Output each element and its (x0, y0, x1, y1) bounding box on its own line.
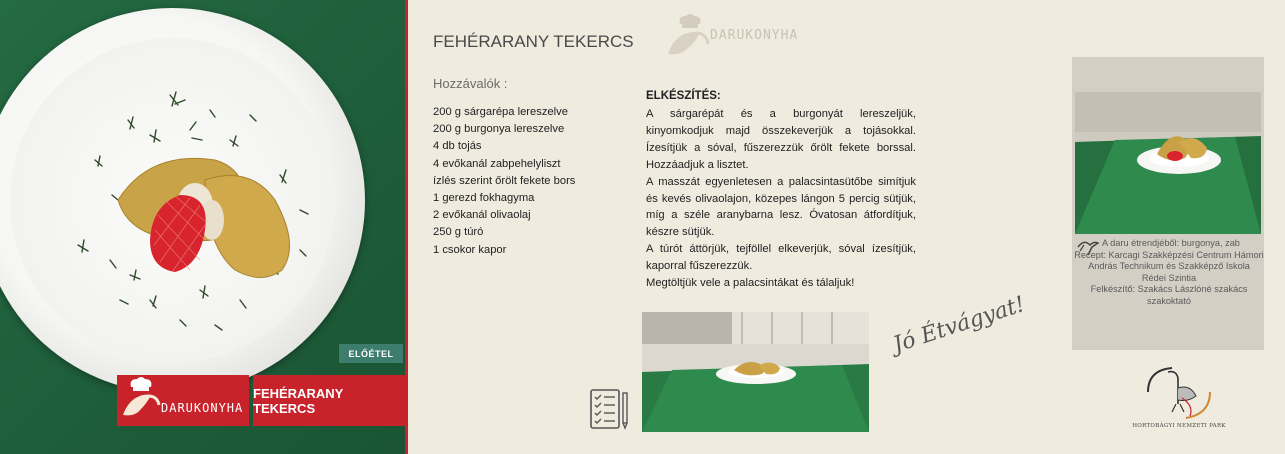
method-paragraph: A túrót áttörjük, tejföllel elkeverjük, sóval ízesítjük, kaporral fűszerezzük. (646, 243, 916, 273)
method-text (646, 106, 916, 292)
method-heading: ELKÉSZÍTÉS: (646, 90, 721, 102)
park-logo-text: HORTOBÁGYI NEMZETI PARK (1132, 423, 1226, 429)
brand-logo-box (117, 375, 249, 426)
method-paragraph: A sárgarépát és a burgonyát lereszeljük, kinyomkodjuk majd összekeverjük a tojásokkal. Ízesítjük a sóval, fűszerezzük őrölt fekete borssal. Hozzáadjuk a lisztet. (646, 108, 916, 171)
ingredient-item: ízlés szerint őrölt fekete bors (433, 174, 576, 187)
ingredient-item: 4 evőkanál zabpehelyliszt (433, 157, 561, 170)
ingredients-heading: Hozzávalók : (433, 76, 508, 91)
credits-author: Rédei Szintia (1141, 272, 1197, 283)
ingredients-list (433, 104, 633, 259)
checklist-icon (587, 387, 631, 431)
credits-origin: A daru étrendjéből: burgonya, zab (1102, 238, 1240, 248)
credits-trainer: Felkészítő: Szakács Lászlóné szakács szakoktató (1090, 284, 1248, 306)
ingredient-item: 1 gerezd fokhagyma (433, 192, 535, 205)
ingredient-item: 200 g burgonya lereszelve (433, 123, 565, 136)
serving-photo (642, 312, 869, 432)
credits-text (1074, 238, 1264, 308)
brand-name: DARUKONYHA (161, 401, 244, 415)
park-crane-logo (1138, 362, 1220, 424)
ingredient-item: 4 db tojás (433, 140, 482, 153)
credits-recipe: Recept: Karcagi Szakképzési Centrum Hámori András Technikum és Szakképző Iskola (1074, 249, 1264, 272)
ingredient-item: 200 g sárgarépa lereszelve (433, 106, 568, 118)
header-logo-text: DARUKONYHA (710, 28, 799, 43)
ingredient-item: 2 evőkanál olivaolaj (433, 209, 531, 222)
chef-hat-icon (662, 14, 712, 60)
category-badge: ELŐÉTEL (339, 344, 403, 363)
dish-title-box: FEHÉRARANY TEKERCS (253, 375, 406, 426)
ingredient-item: 250 g túró (433, 226, 484, 239)
page-title: FEHÉRARANY TEKERCS (433, 32, 634, 51)
ingredient-item: 1 csokor kapor (433, 243, 507, 256)
closing-greeting: Jó Étvágyat! (890, 291, 1029, 358)
method-paragraph: Megtöltjük vele a palacsintákat és tálaljuk! (646, 277, 855, 290)
method-paragraph: A masszát egyenletesen a palacsintasütőbe simítjuk és kevés olivaolajon, közepes lángon 5 percig sütjük, míg a széle aranybarna lesz. Óvatosan átfordítjuk, készre sütjük. (646, 175, 916, 239)
header-logo (662, 14, 812, 60)
side-dish-photo (1075, 92, 1261, 234)
